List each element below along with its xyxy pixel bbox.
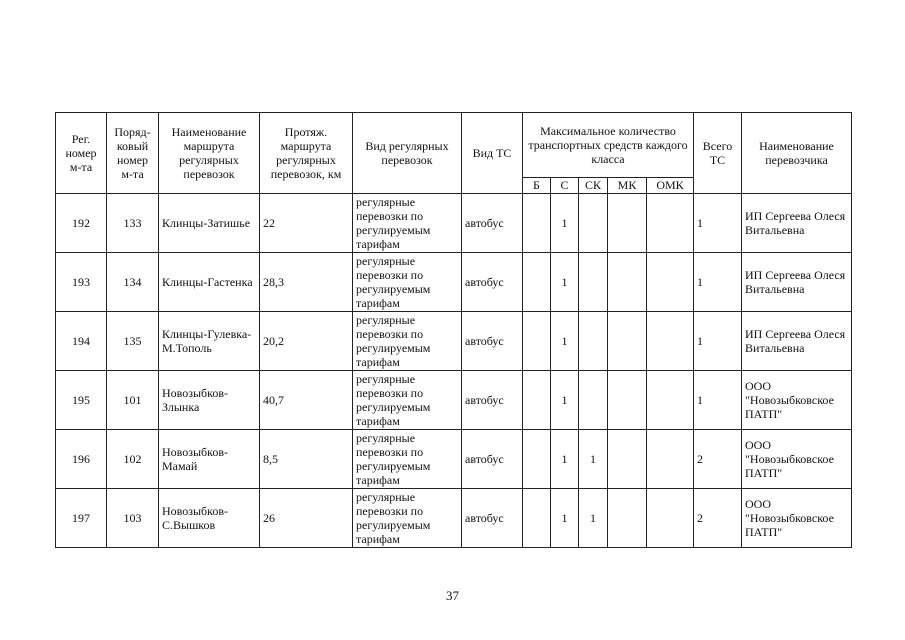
header-vehicle-type: Вид ТС [462, 113, 523, 194]
cell-reg-number: 197 [56, 489, 107, 548]
cell-class-mk [608, 430, 647, 489]
cell-total-vehicles: 2 [694, 430, 742, 489]
cell-transport-kind: регулярные перевозки по регулируемым тарифам [353, 371, 462, 430]
cell-class-mk [608, 312, 647, 371]
cell-class-s: 1 [551, 312, 579, 371]
header-max-vehicles: Максимальное количество транспортных средств каждого класса [523, 113, 694, 178]
cell-vehicle-type: автобус [462, 253, 523, 312]
cell-total-vehicles: 1 [694, 371, 742, 430]
cell-class-omk [647, 489, 694, 548]
cell-class-b [523, 371, 551, 430]
cell-transport-kind: регулярные перевозки по регулируемым тарифам [353, 430, 462, 489]
header-class-mk: МК [608, 178, 647, 194]
header-carrier: Наименование перевозчика [742, 113, 852, 194]
header-order-number: Поряд-ковый номер м-та [107, 113, 159, 194]
cell-carrier: ИП Сергеева Олеся Витальевна [742, 312, 852, 371]
cell-carrier: ООО "Новозыбковское ПАТП" [742, 430, 852, 489]
routes-table [55, 112, 852, 548]
cell-route-name: Новозыбков-Мамай [159, 430, 260, 489]
cell-class-omk [647, 312, 694, 371]
cell-order-number: 133 [107, 194, 159, 253]
table-row [56, 312, 852, 371]
header-total-vehicles: Всего ТС [694, 113, 742, 194]
cell-route-length: 28,3 [260, 253, 353, 312]
cell-vehicle-type: автобус [462, 194, 523, 253]
cell-class-omk [647, 430, 694, 489]
header-transport-kind: Вид регулярных перевозок [353, 113, 462, 194]
cell-class-sk [579, 194, 608, 253]
cell-class-s: 1 [551, 371, 579, 430]
cell-class-b [523, 489, 551, 548]
header-route-name: Наименование маршрута регулярных перевозок [159, 113, 260, 194]
cell-carrier: ООО "Новозыбковское ПАТП" [742, 489, 852, 548]
cell-reg-number: 194 [56, 312, 107, 371]
table-row [56, 371, 852, 430]
table-body [56, 194, 852, 548]
cell-carrier: ИП Сергеева Олеся Витальевна [742, 253, 852, 312]
cell-vehicle-type: автобус [462, 430, 523, 489]
cell-route-name: Клинцы-Затишье [159, 194, 260, 253]
table-row [56, 489, 852, 548]
cell-carrier: ООО "Новозыбковское ПАТП" [742, 371, 852, 430]
cell-class-s: 1 [551, 489, 579, 548]
cell-class-mk [608, 371, 647, 430]
cell-class-b [523, 312, 551, 371]
cell-class-s: 1 [551, 253, 579, 312]
cell-class-sk [579, 312, 608, 371]
cell-vehicle-type: автобус [462, 371, 523, 430]
cell-class-b [523, 194, 551, 253]
cell-class-b [523, 430, 551, 489]
cell-class-sk: 1 [579, 430, 608, 489]
cell-route-length: 8,5 [260, 430, 353, 489]
table-row [56, 194, 852, 253]
cell-order-number: 103 [107, 489, 159, 548]
cell-carrier: ИП Сергеева Олеся Витальевна [742, 194, 852, 253]
cell-route-name: Клинцы-Гастенка [159, 253, 260, 312]
header-class-s: С [551, 178, 579, 194]
cell-class-mk [608, 489, 647, 548]
cell-total-vehicles: 1 [694, 312, 742, 371]
cell-class-sk [579, 253, 608, 312]
cell-transport-kind: регулярные перевозки по регулируемым тарифам [353, 194, 462, 253]
cell-class-s: 1 [551, 194, 579, 253]
cell-class-s: 1 [551, 430, 579, 489]
cell-route-length: 20,2 [260, 312, 353, 371]
cell-vehicle-type: автобус [462, 489, 523, 548]
cell-route-name: Новозыбков-Злынка [159, 371, 260, 430]
cell-transport-kind: регулярные перевозки по регулируемым тарифам [353, 312, 462, 371]
cell-class-mk [608, 194, 647, 253]
cell-route-name: Новозыбков-С.Вышков [159, 489, 260, 548]
cell-total-vehicles: 1 [694, 194, 742, 253]
cell-order-number: 102 [107, 430, 159, 489]
cell-transport-kind: регулярные перевозки по регулируемым тарифам [353, 489, 462, 548]
cell-route-length: 40,7 [260, 371, 353, 430]
cell-class-mk [608, 253, 647, 312]
header-class-b: Б [523, 178, 551, 194]
table-row [56, 430, 852, 489]
cell-transport-kind: регулярные перевозки по регулируемым тарифам [353, 253, 462, 312]
cell-route-name: Клинцы-Гулевка-М.Тополь [159, 312, 260, 371]
header-class-omk: ОМК [647, 178, 694, 194]
cell-class-sk [579, 371, 608, 430]
cell-class-b [523, 253, 551, 312]
cell-class-omk [647, 253, 694, 312]
cell-reg-number: 195 [56, 371, 107, 430]
header-class-sk: СК [579, 178, 608, 194]
page-number: 37 [446, 588, 459, 603]
cell-class-omk [647, 194, 694, 253]
cell-route-length: 22 [260, 194, 353, 253]
cell-class-omk [647, 371, 694, 430]
cell-vehicle-type: автобус [462, 312, 523, 371]
cell-order-number: 135 [107, 312, 159, 371]
cell-order-number: 101 [107, 371, 159, 430]
cell-order-number: 134 [107, 253, 159, 312]
cell-reg-number: 192 [56, 194, 107, 253]
cell-total-vehicles: 2 [694, 489, 742, 548]
table-row [56, 253, 852, 312]
cell-route-length: 26 [260, 489, 353, 548]
cell-class-sk: 1 [579, 489, 608, 548]
cell-reg-number: 196 [56, 430, 107, 489]
header-reg-number: Рег. номер м-та [56, 113, 107, 194]
header-route-length: Протяж. маршрута регулярных перевозок, км [260, 113, 353, 194]
cell-reg-number: 193 [56, 253, 107, 312]
cell-total-vehicles: 1 [694, 253, 742, 312]
